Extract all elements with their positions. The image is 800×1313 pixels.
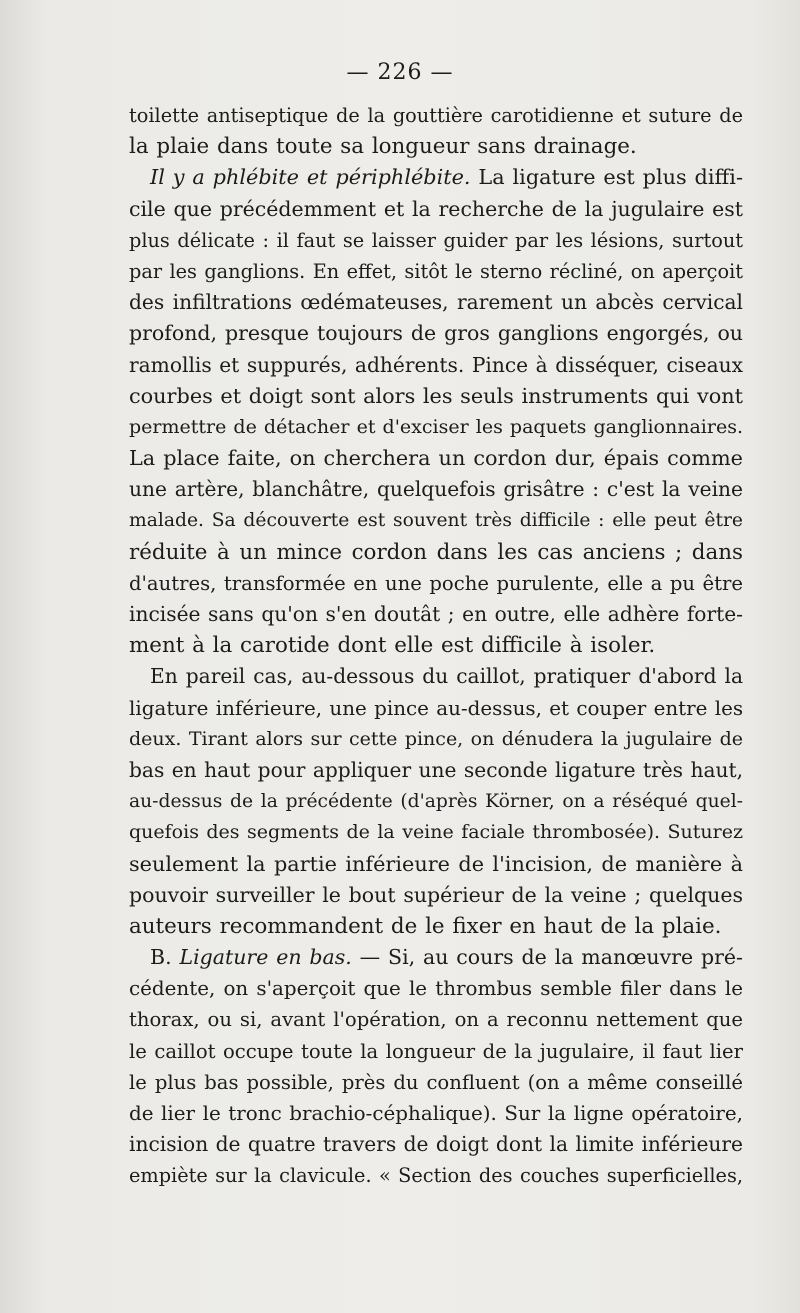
- text-line: [129, 474, 743, 505]
- text-line: [129, 1098, 743, 1129]
- line-text: par les ganglions. En effet, sitôt le sterno récliné, on aperçoit: [129, 259, 743, 283]
- text-line: [129, 1036, 743, 1067]
- text-line: [129, 786, 743, 817]
- text-line: [129, 381, 743, 412]
- text-line: [129, 630, 743, 661]
- text-line: [129, 537, 743, 568]
- line-text: empiète sur la clavicule. « Section des couches superficielles,: [129, 1164, 743, 1188]
- line-text: La place faite, on cherchera un cordon dur, épais comme: [129, 446, 743, 471]
- text-line: [129, 1129, 743, 1160]
- text-line: [129, 1067, 743, 1098]
- text-line: [129, 911, 743, 942]
- line-text: cile que précédemment et la recherche de la jugulaire est: [129, 196, 743, 221]
- line-text: une artère, blanchâtre, quelquefois grisâtre : c'est la veine: [129, 477, 743, 502]
- line-text: quefois des segments de la veine faciale thrombosée). Suturez: [129, 821, 743, 844]
- text-line: [129, 256, 743, 287]
- body-text: [129, 100, 743, 1192]
- line-text: ment à la carotide dont elle est difficile à isoler.: [129, 633, 656, 659]
- line-text: malade. Sa découverte est souvent très difficile : elle peut être: [129, 510, 743, 532]
- text-line: [129, 849, 743, 880]
- line-text: bas en haut pour appliquer une seconde ligature très haut,: [129, 757, 744, 782]
- line-text: ligature inférieure, une pince au-dessus, et couper entre les: [129, 696, 744, 720]
- line-text: incisée sans qu'on s'en doutât ; en outre, elle adhère forte-: [129, 602, 743, 626]
- text-line: [129, 1160, 743, 1191]
- line-text: la plaie dans toute sa longueur sans drainage.: [129, 134, 637, 160]
- section-marker: B.: [150, 945, 180, 970]
- text-line: [129, 880, 743, 911]
- text-line: [129, 942, 743, 973]
- line-text: de lier le tronc brachio-céphalique). Sur la ligne opératoire,: [129, 1102, 743, 1125]
- text-line: [129, 1004, 743, 1035]
- line-text: au-dessus de la précédente (d'après Körner, on a réséqué quel-: [129, 791, 743, 813]
- line-text: — Si, au cours de la manœuvre pré-: [351, 945, 743, 970]
- line-text: thorax, ou si, avant l'opération, on a reconnu nettement que: [129, 1008, 743, 1032]
- text-line: [129, 412, 743, 443]
- text-line: [129, 194, 743, 225]
- line-text: toilette antiseptique de la gouttière carotidienne et suture de: [129, 104, 743, 127]
- line-text: le plus bas possible, près du confluent (on a même conseillé: [129, 1070, 743, 1094]
- line-text: d'autres, transformée en une poche purulente, elle a pu être: [129, 571, 743, 595]
- line-text: plus délicate : il faut se laisser guider par les lésions, surtout: [129, 228, 743, 252]
- line-text: des infiltrations œdémateuses, rarement un abcès cervical: [129, 290, 743, 315]
- page-number: — 226 —: [346, 60, 454, 85]
- line-text: courbes et doigt sont alors les seuls instruments qui vont: [129, 383, 743, 408]
- text-line: [129, 505, 743, 536]
- line-text: ramollis et suppurés, adhérents. Pince à disséquer, ciseaux: [129, 352, 743, 377]
- text-line: [129, 350, 743, 381]
- line-text: deux. Tirant alors sur cette pince, on dénudera la jugulaire de: [129, 727, 743, 750]
- text-line: [129, 755, 743, 786]
- text-line: [129, 724, 743, 755]
- text-line: [129, 225, 743, 256]
- italic-heading: Ligature en bas.: [179, 945, 352, 970]
- line-text: profond, presque toujours de gros ganglions engorgés, ou: [129, 321, 743, 346]
- line-text: cédente, on s'aperçoit que le thrombus semble filer dans le: [129, 977, 743, 1001]
- line-text: auteurs recommandent de le fixer en haut de la plaie.: [129, 913, 722, 939]
- line-text: pouvoir surveiller le bout supérieur de la veine ; quelques: [129, 882, 743, 907]
- line-text: le caillot occupe toute la longueur de la jugulaire, il faut lier: [129, 1039, 743, 1063]
- text-line: [129, 162, 743, 193]
- text-line: [129, 973, 743, 1004]
- text-line: [129, 318, 743, 349]
- text-line: [129, 817, 743, 848]
- line-text: En pareil cas, au-dessous du caillot, pratiquer d'abord la: [150, 664, 743, 689]
- line-text: permettre de détacher et d'exciser les paquets ganglionnaires.: [129, 415, 743, 438]
- text-line: [129, 568, 743, 599]
- text-line: [129, 661, 743, 692]
- text-line: [129, 599, 743, 630]
- text-line: [129, 100, 743, 131]
- italic-heading: Il y a phlébite et périphlébite.: [150, 165, 471, 190]
- line-text: seulement la partie inférieure de l'incision, de manière à: [129, 851, 743, 876]
- text-line: [129, 443, 743, 474]
- text-line: [129, 287, 743, 318]
- line-text: incision de quatre travers de doigt dont la limite inférieure: [129, 1132, 743, 1157]
- line-text: La ligature est plus diffi-: [470, 165, 743, 190]
- line-text: réduite à un mince cordon dans les cas anciens ; dans: [129, 539, 743, 565]
- text-line: [129, 131, 743, 162]
- text-line: [129, 693, 743, 724]
